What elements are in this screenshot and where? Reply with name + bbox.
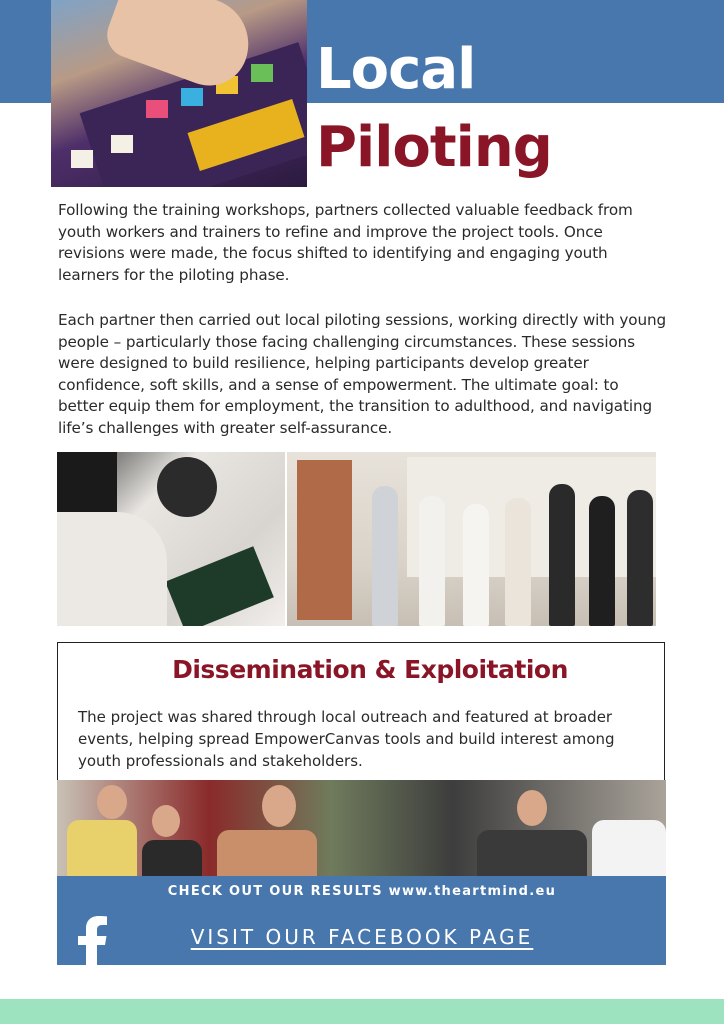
results-link[interactable]: CHECK OUT OUR RESULTS www.theartmind.eu — [167, 884, 557, 899]
page-title-line-2: Piloting — [316, 115, 552, 180]
piloting-paragraph: Each partner then carried out local piloting sessions, working directly with young people – particularly those facing challenging circumstances. These sessions were designed to build resilience, helping participants develop greater confidence, soft skills, and a sense of empowerment. The ultimate goal: to better equip them for employment, the transition to adulthood, and navigating life’s challenges with greater self-assurance. — [58, 311, 667, 437]
dissemination-text: The project was shared through local outreach and featured at broader events, helping spread EmpowerCanvas tools and build interest among youth professionals and stakeholders. — [78, 708, 615, 770]
facebook-page-link[interactable]: VISIT OUR FACEBOOK PAGE — [190, 925, 534, 949]
board-game-photo — [51, 0, 307, 187]
event-crowd-photo — [57, 780, 666, 876]
footer-band — [0, 999, 724, 1024]
workshop-table-photo — [57, 452, 285, 626]
dissemination-title: Dissemination & Exploitation — [172, 655, 568, 684]
participants-group-photo — [287, 452, 656, 626]
page-title-line-1: Local — [316, 37, 476, 102]
intro-paragraph: Following the training workshops, partners collected valuable feedback from youth workers and trainers to refine and improve the project tools. Once revisions were made, the focus shifted to identifying and engaging youth learners for the piloting phase. — [58, 201, 633, 284]
